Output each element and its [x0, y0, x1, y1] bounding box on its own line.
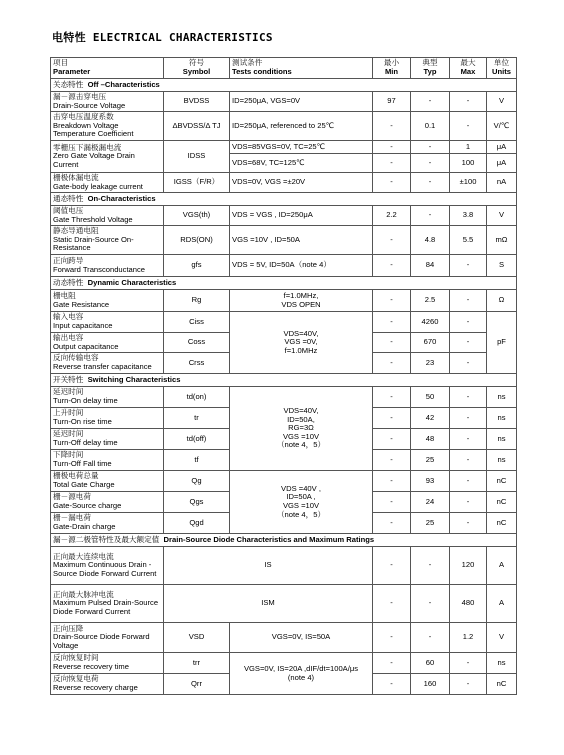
table-cell: S	[487, 255, 517, 277]
table-cell: -	[450, 333, 487, 353]
header-parameter	[51, 58, 164, 79]
cell-text: 漏－源二极管特性及最大额定值	[53, 534, 160, 544]
cell-text: VDS OPEN	[281, 299, 321, 309]
table-cell: 100	[450, 154, 487, 173]
cell-text: 最小	[383, 58, 400, 68]
cell-text: 符号	[188, 58, 205, 68]
table-row	[51, 623, 517, 653]
table-cell	[51, 374, 517, 387]
table-cell: VDS=0V, VGS =±20V	[230, 173, 373, 193]
table-cell: ns	[487, 653, 517, 674]
cell-text: Turn-Off Fall time	[53, 459, 112, 468]
table-cell: ID=250μA, VGS=0V	[230, 92, 373, 112]
cell-text: 测试条件	[232, 58, 263, 68]
table-cell: Ω	[487, 290, 517, 312]
table-cell: BVDSS	[164, 92, 230, 112]
table-cell: gfs	[164, 255, 230, 277]
table-cell: -	[450, 387, 487, 408]
table-cell: 93	[411, 471, 450, 492]
cell-text: VGS =0V,	[284, 337, 318, 347]
table-cell: V	[487, 206, 517, 226]
table-cell: ID=250μA, referenced to 25℃	[230, 112, 373, 141]
table-row	[51, 387, 517, 408]
cell-text: Gate-Source charge	[53, 501, 122, 510]
table-cell	[51, 290, 164, 312]
table-cell: pF	[487, 312, 517, 374]
cell-text: 静态导通电阻	[53, 226, 99, 236]
table-cell: 2.2	[373, 206, 411, 226]
table-cell: nC	[487, 471, 517, 492]
table-cell: -	[450, 353, 487, 374]
table-cell: -	[411, 547, 450, 585]
cell-text: ID=50A,	[287, 414, 315, 424]
cell-text: 漏－源击穿电压	[53, 91, 107, 101]
table-cell: Coss	[164, 333, 230, 353]
cell-text: Reverse transfer capacitance	[53, 362, 152, 371]
table-cell: VGS(th)	[164, 206, 230, 226]
cell-text: 栅－源电荷	[53, 492, 91, 502]
table-header-row	[51, 58, 517, 79]
table-cell: ns	[487, 387, 517, 408]
table-cell: tf	[164, 450, 230, 471]
table-cell: -	[373, 408, 411, 429]
cell-text: Switching Characteristics	[87, 374, 181, 384]
cell-text: Input capacitance	[53, 321, 113, 330]
table-cell	[230, 290, 373, 312]
cell-text: 关态特性	[53, 79, 84, 89]
cell-text: 上升时间	[53, 408, 84, 418]
table-row	[51, 547, 517, 585]
table-cell	[51, 226, 164, 255]
cell-text: Gate-body leakage current	[53, 181, 143, 191]
table-cell: ns	[487, 450, 517, 471]
table-cell	[51, 585, 164, 623]
table-cell	[51, 79, 517, 92]
table-cell: -	[373, 547, 411, 585]
table-cell: 4.8	[411, 226, 450, 255]
table-row	[51, 255, 517, 277]
table-cell: 25	[411, 450, 450, 471]
table-cell	[51, 255, 164, 277]
table-cell: -	[373, 513, 411, 534]
table-cell: 42	[411, 408, 450, 429]
table-cell: -	[373, 154, 411, 173]
cell-text: Reverse recovery charge	[53, 683, 138, 692]
table-cell	[51, 547, 164, 585]
cell-text: 输入电容	[53, 312, 84, 322]
table-cell: -	[411, 206, 450, 226]
cell-text: 通态特性	[53, 193, 84, 203]
table-cell: 5.5	[450, 226, 487, 255]
table-cell: 25	[411, 513, 450, 534]
table-cell: 2.5	[411, 290, 450, 312]
cell-text: VDS=40V,	[283, 406, 319, 416]
cell-text: Forward Transconductance	[53, 264, 146, 274]
header-min	[373, 58, 411, 79]
table-cell: 670	[411, 333, 450, 353]
cell-text: Turn-On rise time	[53, 417, 112, 426]
table-cell: -	[450, 450, 487, 471]
table-cell: 97	[373, 92, 411, 112]
header-conditions	[230, 58, 373, 79]
table-cell: td(on)	[164, 387, 230, 408]
table-cell: Qgd	[164, 513, 230, 534]
header-symbol	[164, 58, 230, 79]
table-cell: -	[450, 290, 487, 312]
table-cell	[51, 333, 164, 353]
table-cell: -	[450, 492, 487, 513]
table-cell: ±100	[450, 173, 487, 193]
table-cell: Qrr	[164, 674, 230, 695]
cell-text: 零栅压下漏极漏电流	[53, 142, 122, 152]
cell-text: （note 4，5）	[276, 509, 326, 519]
table-cell: -	[450, 112, 487, 141]
table-cell: -	[373, 333, 411, 353]
section-on	[51, 193, 517, 206]
table-cell: -	[450, 255, 487, 277]
table-cell: td(off)	[164, 429, 230, 450]
cell-text: Parameter	[53, 67, 91, 76]
table-cell: -	[450, 471, 487, 492]
table-cell: -	[411, 173, 450, 193]
table-cell: Crss	[164, 353, 230, 374]
cell-text: (note 4)	[287, 672, 315, 682]
table-cell: V/℃	[487, 112, 517, 141]
cell-text: 开关特性	[53, 374, 84, 384]
table-cell: 3.8	[450, 206, 487, 226]
section-switching	[51, 374, 517, 387]
cell-text: VGS =10V	[282, 431, 320, 441]
table-cell: -	[373, 387, 411, 408]
cell-text: Dynamic Characteristics	[87, 277, 177, 287]
table-cell: -	[373, 312, 411, 333]
table-cell	[51, 513, 164, 534]
table-cell: VDS=68V, TC=125℃	[230, 154, 373, 173]
table-cell	[51, 534, 517, 547]
table-cell	[51, 492, 164, 513]
table-cell: 480	[450, 585, 487, 623]
cell-text: VGS =10V	[282, 501, 320, 510]
table-cell: 4260	[411, 312, 450, 333]
table-cell	[51, 206, 164, 226]
table-row	[51, 471, 517, 492]
table-cell: 84	[411, 255, 450, 277]
cell-text: 单位	[493, 58, 510, 68]
table-cell: -	[373, 623, 411, 653]
table-cell: -	[450, 513, 487, 534]
table-cell: VDS=85VGS=0V, TC=25℃	[230, 141, 373, 154]
table-cell	[51, 623, 164, 653]
table-cell: 48	[411, 429, 450, 450]
table-cell: -	[411, 141, 450, 154]
table-cell: -	[411, 623, 450, 653]
cell-text: Static Drain-Source On-Resistance	[53, 234, 134, 253]
cell-text: 输出电容	[53, 332, 84, 342]
table-row	[51, 92, 517, 112]
table-cell	[51, 450, 164, 471]
cell-text: Gate Resistance	[53, 299, 110, 309]
table-row	[51, 290, 517, 312]
header-max	[450, 58, 487, 79]
page-title: 电特性 ELECTRICAL CHARACTERISTICS	[52, 31, 273, 44]
cell-text: 阈值电压	[53, 205, 84, 215]
table-cell: 160	[411, 674, 450, 695]
table-cell: 23	[411, 353, 450, 374]
table-cell: 1	[450, 141, 487, 154]
table-cell: VSD	[164, 623, 230, 653]
table-cell: ISM	[164, 585, 373, 623]
table-cell	[230, 471, 373, 534]
table-cell	[51, 471, 164, 492]
table-cell	[51, 173, 164, 193]
cell-text: On-Characteristics	[87, 193, 156, 203]
table-cell: Qg	[164, 471, 230, 492]
table-cell: 60	[411, 653, 450, 674]
table-row	[51, 206, 517, 226]
cell-text: Reverse recovery time	[53, 662, 129, 671]
table-cell: -	[450, 312, 487, 333]
table-cell: -	[373, 492, 411, 513]
table-cell: μA	[487, 154, 517, 173]
cell-text: f=1.0MHz,	[283, 290, 319, 300]
table-cell: -	[373, 450, 411, 471]
cell-text: Drain-Source Diode Characteristics and Maximum Ratings	[163, 534, 375, 544]
cell-text: 反向传输电容	[53, 353, 99, 363]
cell-text: Maximum Continuous Drain -Source Diode Forward Current	[53, 560, 157, 578]
table-cell: ΔBVDSS/Δ TJ	[164, 112, 230, 141]
table-row	[51, 585, 517, 623]
table-cell: -	[373, 471, 411, 492]
table-row	[51, 112, 517, 141]
table-cell	[51, 193, 517, 206]
cell-text: Drain-Source Voltage	[53, 100, 126, 110]
table-cell: -	[373, 585, 411, 623]
cell-text: Breakdown Voltage Temperature Coefficient	[53, 120, 134, 139]
cell-text: 栅极体漏电流	[53, 172, 99, 182]
cell-text: Zero Gate Voltage Drain Current	[53, 151, 135, 169]
table-cell: Rg	[164, 290, 230, 312]
table-cell: IS	[164, 547, 373, 585]
cell-text: 下降时间	[53, 450, 84, 460]
header-typ	[411, 58, 450, 79]
table-cell: -	[373, 290, 411, 312]
table-cell: -	[450, 429, 487, 450]
cell-text: RG=3Ω	[288, 423, 314, 433]
table-cell	[230, 312, 373, 374]
table-cell: RDS(ON)	[164, 226, 230, 255]
cell-text: 延迟时间	[53, 429, 84, 439]
table-cell: nC	[487, 513, 517, 534]
section-off	[51, 79, 517, 92]
cell-text: 正向压降	[53, 623, 84, 633]
table-cell	[51, 141, 164, 173]
table-cell	[230, 387, 373, 471]
table-cell: VGS =10V , ID=50A	[230, 226, 373, 255]
table-cell: -	[373, 112, 411, 141]
cell-text: Gate Threshold Voltage	[53, 214, 133, 224]
cell-text: 栅电阻	[53, 290, 76, 300]
electrical-characteristics-table	[50, 57, 517, 695]
table-cell	[230, 653, 373, 695]
table-cell	[51, 429, 164, 450]
cell-text: Total Gate Charge	[53, 480, 115, 489]
cell-text: 正向最大连续电流	[53, 551, 114, 561]
table-cell: Qgs	[164, 492, 230, 513]
cell-text: （note 4，5）	[276, 440, 326, 450]
cell-text: Units	[492, 67, 511, 76]
table-cell: -	[373, 653, 411, 674]
cell-text: 最大	[460, 58, 476, 68]
table-cell: -	[411, 154, 450, 173]
table-cell	[51, 92, 164, 112]
cell-text: Output capacitance	[53, 341, 119, 351]
cell-text: 典型	[422, 58, 438, 68]
table-cell: -	[373, 141, 411, 154]
cell-text: VDS=40V,	[283, 328, 319, 338]
table-cell: -	[450, 653, 487, 674]
cell-text: Turn-On delay time	[53, 396, 118, 405]
table-row	[51, 226, 517, 255]
table-cell: 50	[411, 387, 450, 408]
table-cell: -	[373, 429, 411, 450]
table-row	[51, 173, 517, 193]
cell-text: Gate-Drain charge	[53, 522, 116, 531]
cell-text: 项目	[53, 58, 69, 68]
table-cell: 24	[411, 492, 450, 513]
table-cell	[51, 387, 164, 408]
cell-text: VDS =40V ,	[281, 483, 321, 493]
cell-text: Typ	[423, 67, 437, 76]
table-cell: -	[450, 674, 487, 695]
cell-text: Tests conditions	[232, 67, 292, 76]
cell-text: f=1.0MHz	[284, 345, 318, 355]
table-cell: A	[487, 547, 517, 585]
table-cell: -	[373, 674, 411, 695]
table-cell	[51, 112, 164, 141]
table-cell: nC	[487, 492, 517, 513]
cell-text: Drain-Source Diode Forward Voltage	[53, 632, 150, 650]
table-cell: -	[450, 408, 487, 429]
table-cell: VDS = 5V, ID=50A（note 4）	[230, 255, 373, 277]
cell-text: Turn-Off delay time	[53, 438, 118, 447]
table-row	[51, 653, 517, 674]
table-cell: trr	[164, 653, 230, 674]
table-cell	[51, 312, 164, 333]
table-cell: -	[373, 226, 411, 255]
table-cell: A	[487, 585, 517, 623]
table-cell: 0.1	[411, 112, 450, 141]
table-cell: -	[373, 255, 411, 277]
table-cell: V	[487, 623, 517, 653]
section-dynamic	[51, 277, 517, 290]
table-cell: -	[411, 92, 450, 112]
table-cell: -	[373, 353, 411, 374]
table-cell: IDSS	[164, 141, 230, 173]
table-cell: VDS = VGS , ID=250μA	[230, 206, 373, 226]
table-cell: V	[487, 92, 517, 112]
table-cell	[51, 653, 164, 674]
table-cell	[51, 408, 164, 429]
table-cell: ns	[487, 429, 517, 450]
table-cell: tr	[164, 408, 230, 429]
table-cell: IGSS（F/R）	[164, 173, 230, 193]
table-cell	[51, 277, 517, 290]
cell-text: Maximum Pulsed Drain-Source Diode Forward Current	[53, 598, 159, 616]
cell-text: Min	[384, 67, 399, 76]
table-cell: nA	[487, 173, 517, 193]
table-cell: nC	[487, 674, 517, 695]
cell-text: Off –Characteristics	[87, 79, 160, 89]
table-cell: -	[411, 585, 450, 623]
cell-text: Max	[460, 67, 476, 76]
cell-text: Symbol	[182, 67, 211, 76]
cell-text: VGS=0V, IS=20A ,dIF/dt=100A/μs	[243, 663, 359, 673]
table-cell: 1.2	[450, 623, 487, 653]
table-cell	[51, 353, 164, 374]
cell-text: 栅－漏电荷	[53, 513, 91, 523]
cell-text: 正向最大脉冲电流	[53, 589, 114, 599]
cell-text: 延迟时间	[53, 387, 84, 397]
header-units	[487, 58, 517, 79]
table-cell: 120	[450, 547, 487, 585]
cell-text: 反向恢复电荷	[53, 674, 99, 684]
cell-text: 反向恢复时间	[53, 653, 99, 663]
cell-text: 正向跨导	[53, 255, 84, 265]
table-cell: -	[450, 92, 487, 112]
cell-text: 击穿电压温度系数	[53, 112, 114, 122]
table-cell: Ciss	[164, 312, 230, 333]
section-diode	[51, 534, 517, 547]
table-cell: -	[373, 173, 411, 193]
table-row	[51, 141, 517, 154]
table-cell: μA	[487, 141, 517, 154]
cell-text: 栅极电荷总量	[53, 471, 99, 481]
table-cell	[51, 674, 164, 695]
table-row	[51, 312, 517, 333]
cell-text: 动态特性	[53, 277, 84, 287]
cell-text: ID=50A ,	[286, 492, 316, 502]
table-cell: VGS=0V, IS=50A	[230, 623, 373, 653]
table-cell: ns	[487, 408, 517, 429]
table-cell: mΩ	[487, 226, 517, 255]
